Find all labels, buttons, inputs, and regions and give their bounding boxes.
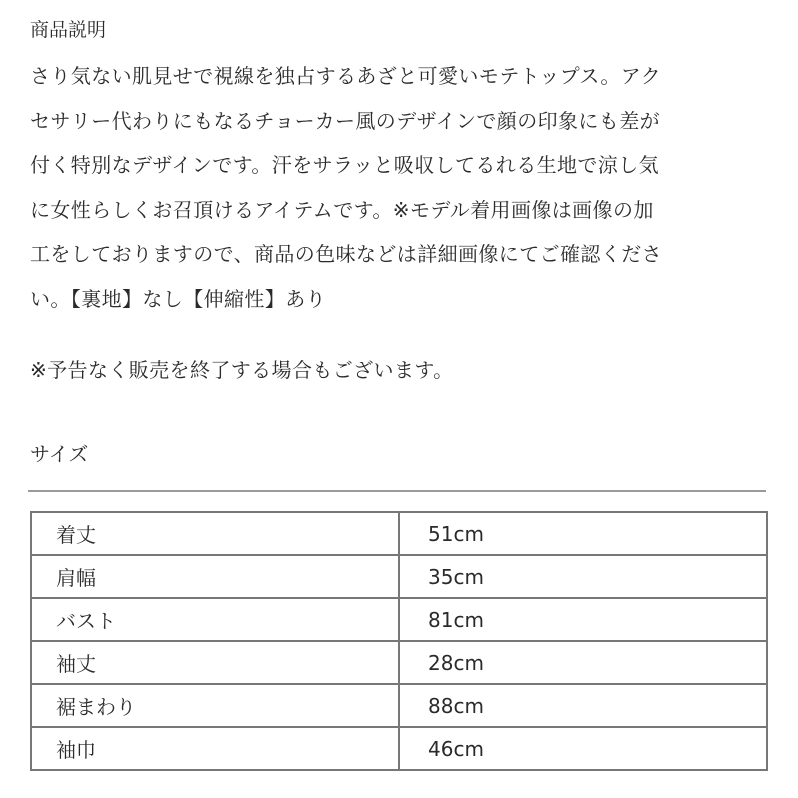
divider <box>28 490 766 492</box>
table-row <box>31 727 767 770</box>
size-label: 袖巾 <box>31 727 399 770</box>
table-row <box>31 598 767 641</box>
size-value: 46cm <box>399 727 767 770</box>
product-description <box>30 54 770 321</box>
size-label: 裾まわり <box>31 684 399 727</box>
description-line: い。【裏地】なし【伸縮性】あり <box>30 286 326 311</box>
sales-notice: ※予告なく販売を終了する場合もございます。 <box>30 358 454 382</box>
description-line: さり気ない肌見せで視線を独占するあざと可愛いモテトップス。アク <box>30 64 661 88</box>
size-value: 51cm <box>399 512 767 555</box>
size-label: 着丈 <box>31 512 399 555</box>
description-line: 付く特別なデザインです。汗をサラッと吸収してるれる生地で涼し気 <box>30 153 659 177</box>
size-label: 肩幅 <box>31 555 399 598</box>
size-label: 袖丈 <box>31 641 399 684</box>
size-value: 81cm <box>399 598 767 641</box>
table-row <box>31 512 767 555</box>
size-section-title: サイズ <box>30 442 89 466</box>
size-value: 88cm <box>399 684 767 727</box>
description-line: に女性らしくお召頂けるアイテムです。※モデル着用画像は画像の加 <box>30 197 654 222</box>
description-line: 工をしておりますので、商品の色味などは詳細画像にてご確認くださ <box>30 242 662 266</box>
size-value: 28cm <box>399 641 767 684</box>
table-row <box>31 555 767 598</box>
table-row <box>31 684 767 727</box>
table-row <box>31 641 767 684</box>
section-heading: 商品説明 <box>30 19 107 41</box>
size-label: バスト <box>31 598 399 641</box>
size-table <box>30 511 768 771</box>
size-value: 35cm <box>399 555 767 598</box>
description-line: セサリー代わりにもなるチョーカー風のデザインで顔の印象にも差が <box>30 108 660 133</box>
